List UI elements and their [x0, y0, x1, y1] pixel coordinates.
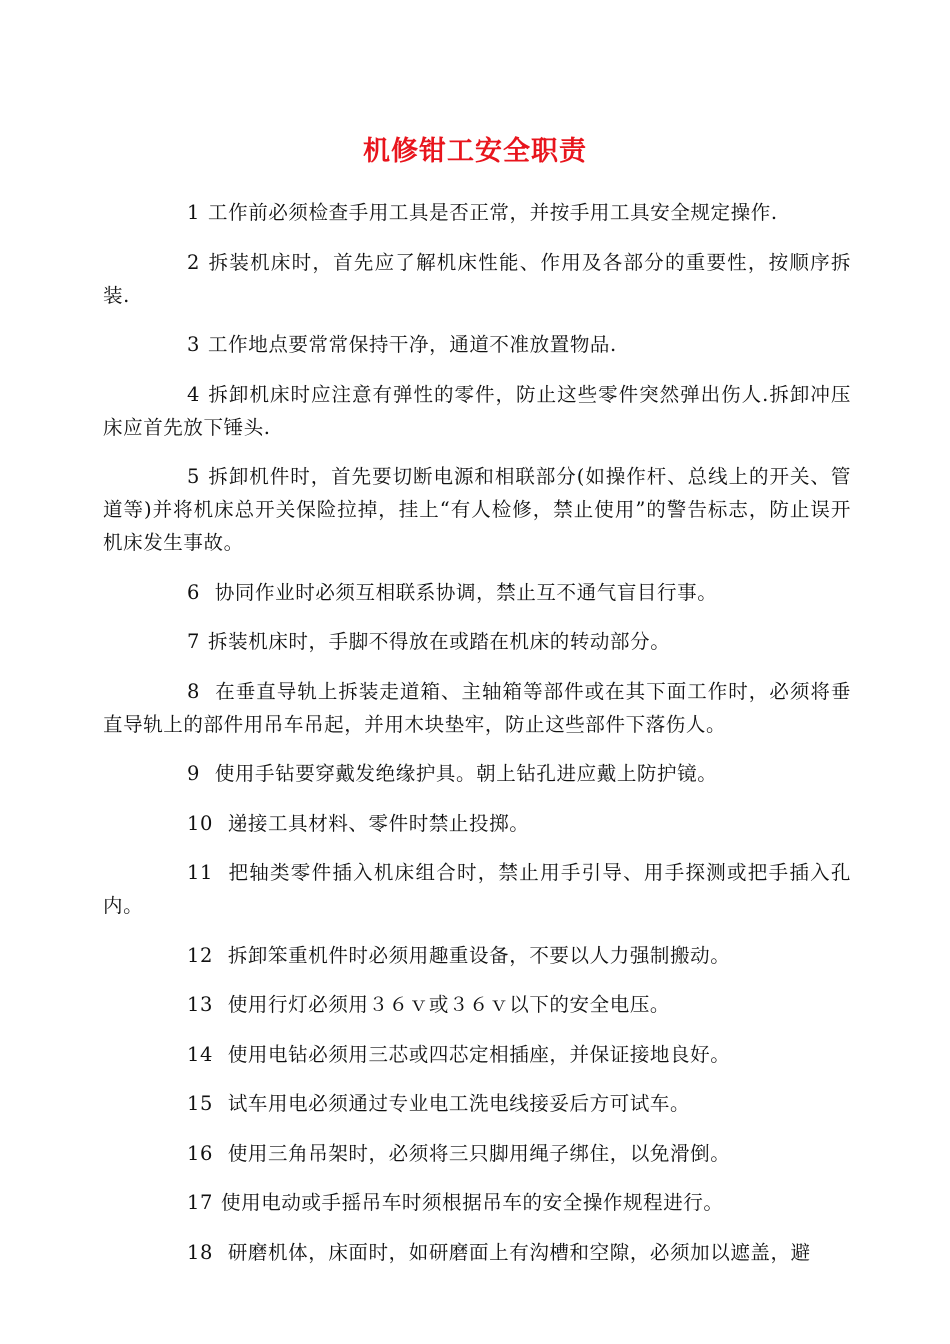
item-text: 使用手钻要穿戴发绝缘护具。朝上钻孔进应戴上防护镜。 — [208, 762, 718, 785]
item-number: 8 — [187, 679, 201, 703]
list-item — [103, 1186, 851, 1219]
item-text: 拆装机床时，手脚不得放在或踏在机床的转动部分。 — [208, 630, 671, 653]
item-number: 13 — [187, 993, 214, 1016]
item-number: 14 — [187, 1042, 214, 1066]
item-number: 15 — [187, 1092, 214, 1115]
list-item — [103, 576, 851, 609]
list-item — [103, 1038, 851, 1071]
item-number: 1 — [187, 201, 201, 224]
list-item — [103, 328, 851, 361]
item-text: 拆装机床时，首先应了解机床性能、作用及各部分的重要性，按顺序拆装. — [103, 250, 851, 307]
page-title: 机修钳工安全职责 — [363, 136, 587, 167]
list-item — [103, 939, 851, 972]
item-text: 使用行灯必须用３６ｖ或３６ｖ以下的安全电压。 — [221, 993, 671, 1016]
item-number: 9 — [187, 762, 201, 785]
item-text: 使用三角吊架时，必须将三只脚用绳子绑住，以免滑倒。 — [221, 1141, 731, 1165]
item-number: 3 — [187, 333, 201, 356]
item-number: 12 — [187, 943, 214, 967]
list-item — [103, 460, 851, 559]
item-text: 使用电动或手摇吊车时须根据吊车的安全操作规程进行。 — [221, 1191, 724, 1214]
item-number: 5 — [187, 465, 201, 488]
item-number: 18 — [187, 1240, 214, 1264]
item-text: 工作前必须检查手用工具是否正常，并按手用工具安全规定操作. — [208, 201, 778, 224]
item-text: 拆卸机床时应注意有弹性的零件，防止这些零件突然弹出伤人.拆卸冲压床应首先放下锤头. — [103, 382, 851, 439]
item-text: 试车用电必须通过专业电工洗电线接妥后方可试车。 — [221, 1092, 691, 1115]
item-text: 使用电钻必须用三芯或四芯定相插座，并保证接地良好。 — [221, 1042, 731, 1066]
list-item — [103, 625, 851, 658]
list-item — [103, 675, 851, 741]
item-text: 拆卸机件时，首先要切断电源和相联部分(如操作杆、总线上的开关、管道等)并将机床总开关保险拉掉，挂上“有人检修，禁止使用”的警告标志，防止误开机床发生事故。 — [103, 465, 851, 554]
item-number: 11 — [187, 861, 214, 884]
item-number: 17 — [187, 1191, 214, 1214]
list-item — [103, 807, 851, 840]
item-number: 10 — [187, 811, 214, 835]
list-item — [103, 856, 851, 922]
list-item — [103, 1087, 851, 1120]
list-item — [103, 196, 851, 229]
item-text: 在垂直导轨上拆装走道箱、主轴箱等部件或在其下面工作时，必须将垂直导轨上的部件用吊车吊起，并用木块垫牢，防止这些部件下落伤人。 — [103, 679, 851, 736]
list-item — [103, 1236, 851, 1269]
list-item — [103, 757, 851, 790]
item-number: 16 — [187, 1141, 214, 1165]
item-number: 2 — [187, 250, 201, 274]
list-item — [103, 988, 851, 1021]
document-body — [103, 196, 851, 1285]
item-text: 工作地点要常常保持干净，通道不准放置物品. — [208, 333, 617, 356]
item-text: 研磨机体，床面时，如研磨面上有沟槽和空隙，必须加以遮盖，避 — [221, 1240, 811, 1264]
item-text: 协同作业时必须互相联系协调，禁止互不通气盲目行事。 — [208, 580, 718, 604]
list-item — [103, 378, 851, 444]
list-item — [103, 246, 851, 312]
item-number: 6 — [187, 580, 201, 604]
item-text: 递接工具材料、零件时禁止投掷。 — [221, 811, 530, 835]
list-item — [103, 1137, 851, 1170]
item-text: 拆卸笨重机件时必须用趣重设备，不要以人力强制搬动。 — [221, 943, 731, 967]
item-number: 4 — [187, 382, 201, 406]
item-text: 把轴类零件插入机床组合时，禁止用手引导、用手探测或把手插入孔内。 — [103, 861, 851, 917]
item-number: 7 — [187, 630, 201, 653]
